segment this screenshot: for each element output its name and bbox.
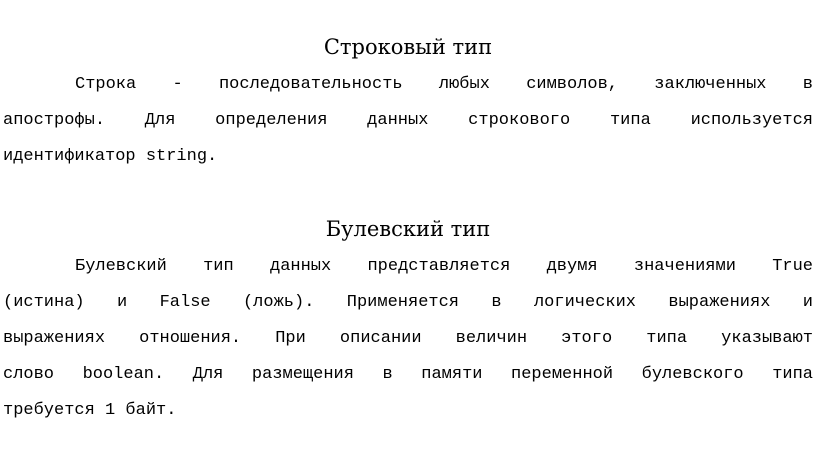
paragraph-line: выражениях отношения. При описании величин этого типа указывают [3,329,813,348]
paragraph-line: (истина) и False (ложь). Применяется в логических выражениях и [3,293,813,312]
paragraph-line: апострофы. Для определения данных строкового типа используется [3,111,813,130]
paragraph-line: требуется 1 байт. [3,401,177,420]
paragraph-line: Булевский тип данных представляется двумя значениями True [75,257,813,276]
paragraph-line: Строка - последовательность любых символов, заключенных в [75,75,813,94]
paragraph-line: идентификатор string. [3,147,218,166]
section-heading-boolean-type: Булевский тип [325,217,491,241]
paragraph-string-type [3,67,813,175]
paragraph-line: слово boolean. Для размещения в памяти переменной булевского типа [3,365,813,384]
section-heading-string-type: Строковый тип [323,35,493,59]
paragraph-boolean-type [3,249,813,429]
